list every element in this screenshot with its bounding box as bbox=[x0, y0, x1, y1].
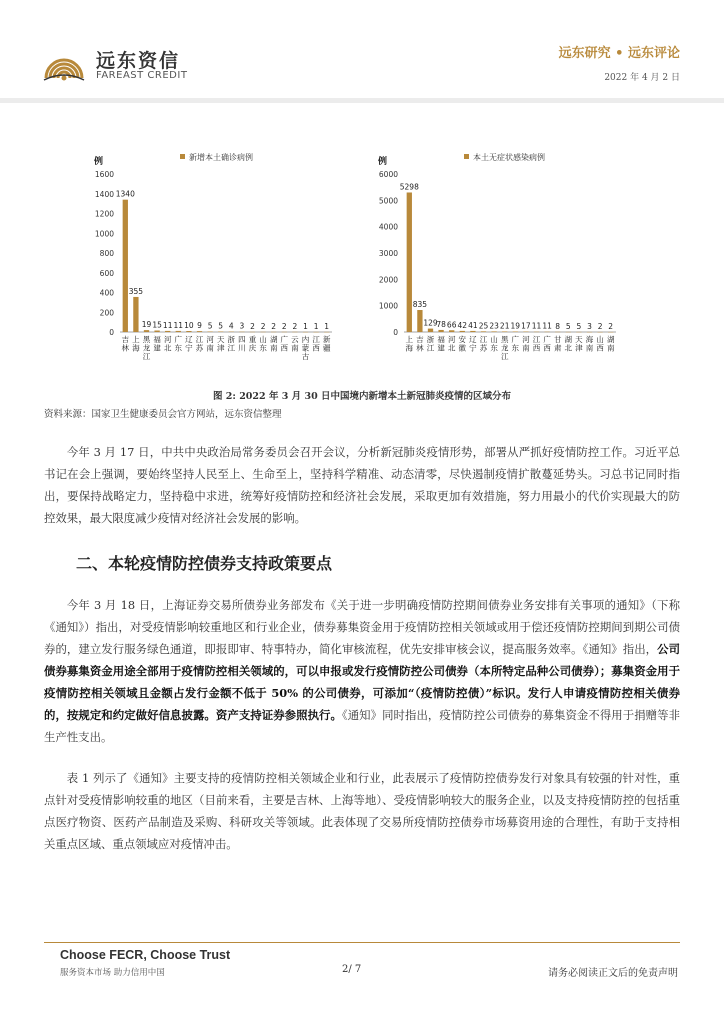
footer-subtitle: 服务资本市场 助力信用中国 bbox=[60, 968, 165, 978]
page-number: 2/ 7 bbox=[342, 964, 362, 975]
x-tick-label: 海南 bbox=[585, 335, 594, 353]
data-label: 4 bbox=[228, 321, 234, 331]
x-tick-label: 黑龙江 bbox=[142, 335, 151, 361]
paragraph-2-intro: 今年 3 月 18 日，上海证券交易所债券业务部发布《关于进一步明确疫情防控期间债券业务安排有关事项的通知》（下称《通知》）指出，对受疫情影响较重地区和行业企业，债券募集资金用于疫情防控相关领域或用于偿还疫情防控期间到期公司债券的，建立发行服务绿色通道，即报即审、特事特办，简化审核流程，优先安排审核会议，提高服务效率。《通知》指出， bbox=[44, 598, 680, 656]
x-tick-label: 江西 bbox=[532, 335, 541, 353]
data-label: 11 bbox=[542, 321, 552, 331]
data-label: 5298 bbox=[399, 182, 419, 192]
data-label: 11 bbox=[162, 320, 173, 330]
x-tick-label: 四川 bbox=[238, 335, 246, 353]
data-label: 3 bbox=[587, 321, 592, 331]
data-label: 19 bbox=[141, 320, 152, 330]
x-tick-label: 天津 bbox=[575, 335, 583, 353]
x-tick-label: 江苏 bbox=[195, 335, 204, 353]
legend-label: 新增本土确诊病例 bbox=[189, 153, 253, 162]
data-label: 8 bbox=[555, 321, 561, 331]
x-tick-label: 福建 bbox=[437, 335, 445, 353]
x-tick-label: 浙江 bbox=[426, 335, 435, 353]
header-divider bbox=[0, 98, 724, 103]
data-label: 11 bbox=[531, 321, 542, 331]
data-label: 129 bbox=[423, 318, 438, 328]
x-tick-label: 安徽 bbox=[458, 335, 467, 353]
data-label: 5 bbox=[218, 321, 224, 331]
bar bbox=[154, 331, 159, 332]
bar bbox=[481, 331, 486, 332]
x-tick-label: 河北 bbox=[163, 335, 172, 353]
x-tick-label: 辽宁 bbox=[469, 335, 477, 353]
data-label: 10 bbox=[184, 321, 194, 331]
y-tick-label: 1400 bbox=[94, 189, 114, 199]
bar bbox=[449, 330, 454, 332]
data-label: 2 bbox=[292, 321, 298, 331]
x-tick-label: 江苏 bbox=[479, 335, 488, 353]
y-axis-label: 例 bbox=[94, 157, 104, 167]
figure-source: 资料来源：国家卫生健康委员会官方网站，远东资信整理 bbox=[44, 409, 282, 420]
bar bbox=[513, 331, 518, 332]
bar bbox=[176, 331, 181, 332]
data-label: 3 bbox=[239, 321, 245, 331]
data-label: 2 bbox=[281, 321, 287, 331]
data-label: 78 bbox=[436, 319, 446, 329]
y-tick-label: 5000 bbox=[378, 196, 398, 206]
y-tick-label: 1000 bbox=[378, 301, 398, 311]
chart-svg-1 bbox=[372, 150, 622, 375]
data-label: 9 bbox=[197, 321, 202, 331]
x-tick-label: 上海 bbox=[132, 335, 140, 353]
x-tick-label: 江西 bbox=[312, 335, 320, 353]
data-label: 66 bbox=[446, 320, 457, 330]
bar bbox=[428, 329, 433, 332]
bar bbox=[470, 331, 475, 332]
data-label: 5 bbox=[565, 321, 571, 331]
data-label: 355 bbox=[128, 286, 144, 296]
data-label: 42 bbox=[457, 320, 468, 330]
data-label: 5 bbox=[207, 321, 213, 331]
logo-text-en: FAREAST CREDIT bbox=[96, 70, 188, 81]
x-tick-label: 广东 bbox=[511, 335, 520, 353]
data-label: 2 bbox=[250, 321, 255, 331]
paragraph-2-end: 《通知》同时指出，疫情防控公司债券的募集资金不得用于捐赠等非生产性支出。 bbox=[44, 708, 680, 744]
data-label: 19 bbox=[510, 321, 521, 331]
y-tick-label: 2000 bbox=[378, 275, 398, 285]
x-tick-label: 广东 bbox=[174, 335, 183, 353]
data-label: 11 bbox=[173, 320, 184, 330]
data-label: 1 bbox=[303, 321, 308, 331]
data-label: 835 bbox=[412, 300, 428, 310]
x-tick-label: 广西 bbox=[543, 335, 551, 353]
section-title: 二、本轮疫情防控债券支持政策要点 bbox=[76, 554, 333, 573]
y-tick-label: 4000 bbox=[378, 222, 398, 232]
asymptomatic-cases-chart bbox=[372, 150, 622, 375]
paragraph-2-bold: 公司债券募集资金用途全部用于疫情防控相关领域的，可以申报或发行疫情防控公司债券（本所特定品种公司债券）；募集资金用于疫情防控相关领域且金额占发行金额不低于 50% 的公司债券，可添加“（疫情防控债）”标识。发行人申请疫情防控相关债券的，按规定和约定做好信息披露。资产支持证券参照执行。 bbox=[44, 642, 681, 722]
data-label: 23 bbox=[489, 321, 499, 331]
company-logo bbox=[40, 40, 240, 90]
x-tick-label: 山东 bbox=[490, 335, 498, 353]
footer-divider bbox=[44, 942, 680, 943]
data-label: 41 bbox=[468, 320, 478, 330]
data-label: 21 bbox=[499, 321, 510, 331]
x-tick-label: 山东 bbox=[259, 335, 267, 353]
data-label: 15 bbox=[152, 320, 162, 330]
bar bbox=[417, 310, 422, 332]
data-label: 2 bbox=[260, 321, 266, 331]
x-tick-label: 吉林 bbox=[416, 335, 424, 353]
x-tick-label: 重庆 bbox=[248, 335, 257, 353]
paragraph-2 bbox=[44, 594, 680, 748]
x-tick-label: 河南 bbox=[522, 335, 530, 353]
y-tick-label: 400 bbox=[99, 288, 114, 298]
x-tick-label: 河北 bbox=[447, 335, 456, 353]
data-label: 17 bbox=[521, 321, 531, 331]
x-tick-label: 辽宁 bbox=[185, 335, 193, 353]
x-tick-label: 湖南 bbox=[269, 335, 278, 353]
y-tick-label: 6000 bbox=[378, 170, 398, 179]
bar bbox=[123, 200, 128, 332]
data-label: 2 bbox=[597, 321, 603, 331]
x-tick-label: 云南 bbox=[291, 335, 299, 353]
paragraph-3: 表 1 列示了《通知》主要支持的疫情防控相关领域企业和行业，此表展示了疫情防控债券发行对象具有较强的针对性，重点针对受疫情影响较重的地区（目前来看，主要是吉林、上海等地）、受疫情影响较大的服务企业，以及支持疫情防控的包括重点医疗物资、医药产品制造及采购、科研攻关等领域。此表体现了交易所疫情防控债券市场募资用途的合理性，有助于支持相关重点区域、重点领域应对疫情冲击。 bbox=[44, 771, 680, 851]
bar bbox=[197, 331, 202, 332]
figure-caption: 图 2: 2022 年 3 月 30 日中国境内新增本土新冠肺炎疫情的区域分布 bbox=[212, 391, 512, 402]
logo-text-cn: 远东资信 bbox=[96, 50, 181, 72]
x-tick-label: 河南 bbox=[206, 335, 214, 353]
footer-disclaimer: 请务必阅读正文后的免责声明 bbox=[548, 968, 678, 979]
y-tick-label: 3000 bbox=[378, 249, 398, 258]
x-tick-label: 上海 bbox=[405, 335, 414, 353]
x-tick-label: 山西 bbox=[596, 335, 604, 353]
y-tick-label: 0 bbox=[109, 328, 114, 337]
x-tick-label: 吉林 bbox=[121, 335, 130, 353]
logo-emblem-icon bbox=[40, 42, 88, 86]
bar bbox=[438, 330, 443, 332]
x-tick-label: 黑龙江 bbox=[500, 335, 509, 361]
data-label: 5 bbox=[576, 321, 582, 331]
x-tick-label: 福建 bbox=[153, 335, 161, 353]
chart-svg-0 bbox=[88, 150, 338, 375]
data-label: 1340 bbox=[115, 189, 135, 199]
legend-label: 本土无症状感染病例 bbox=[473, 153, 545, 162]
bar bbox=[491, 331, 496, 332]
paragraph-1: 今年 3 月 17 日，中共中央政治局常务委员会召开会议，分析新冠肺炎疫情形势，部署从严抓好疫情防控工作。习近平总书记在会上强调，要始终坚持人民至上、生命至上，坚持科学精准、动态清零，尽快遏制疫情扩散蔓延势头。习总书记同时指出，要保持战略定力，坚持稳中求进，统筹好疫情防控和经济社会发展，采取更加有效措施，努力用最小的代价实现最大的防控效果，最大限度减少疫情对经济社会发展的影响。 bbox=[44, 445, 680, 525]
y-tick-label: 0 bbox=[393, 328, 398, 337]
data-label: 2 bbox=[271, 321, 277, 331]
data-label: 25 bbox=[478, 321, 489, 331]
brand-title: 远东研究 • 远东评论 bbox=[558, 46, 680, 61]
y-tick-label: 200 bbox=[99, 308, 114, 318]
x-tick-label: 甘肃 bbox=[553, 335, 562, 353]
data-label: 1 bbox=[313, 321, 319, 331]
data-label: 1 bbox=[324, 321, 330, 331]
x-tick-label: 天津 bbox=[216, 335, 225, 353]
bar bbox=[144, 330, 149, 332]
y-axis-label: 例 bbox=[378, 157, 388, 167]
bar bbox=[407, 192, 412, 332]
bar bbox=[133, 297, 138, 332]
x-tick-label: 新疆 bbox=[322, 335, 331, 353]
legend-swatch bbox=[464, 154, 469, 159]
footer-slogan: Choose FECR, Choose Trust bbox=[60, 948, 231, 962]
bar bbox=[186, 331, 191, 332]
y-tick-label: 600 bbox=[99, 268, 114, 278]
data-label: 2 bbox=[608, 321, 614, 331]
page-header bbox=[0, 0, 724, 100]
confirmed-cases-chart bbox=[88, 150, 338, 375]
x-tick-label: 内蒙古 bbox=[301, 335, 310, 361]
y-tick-label: 1600 bbox=[94, 170, 114, 179]
bar bbox=[460, 331, 465, 332]
x-tick-label: 浙江 bbox=[227, 335, 236, 353]
x-tick-label: 湖南 bbox=[606, 335, 615, 353]
y-tick-label: 800 bbox=[99, 249, 114, 258]
y-tick-label: 1200 bbox=[94, 209, 114, 219]
x-tick-label: 湖北 bbox=[564, 335, 573, 353]
x-tick-label: 广西 bbox=[280, 335, 289, 353]
y-tick-label: 1000 bbox=[94, 229, 114, 239]
legend-swatch bbox=[180, 154, 185, 159]
report-date: 2022 年 4 月 2 日 bbox=[604, 73, 680, 83]
bar bbox=[165, 331, 170, 332]
bar bbox=[502, 331, 507, 332]
